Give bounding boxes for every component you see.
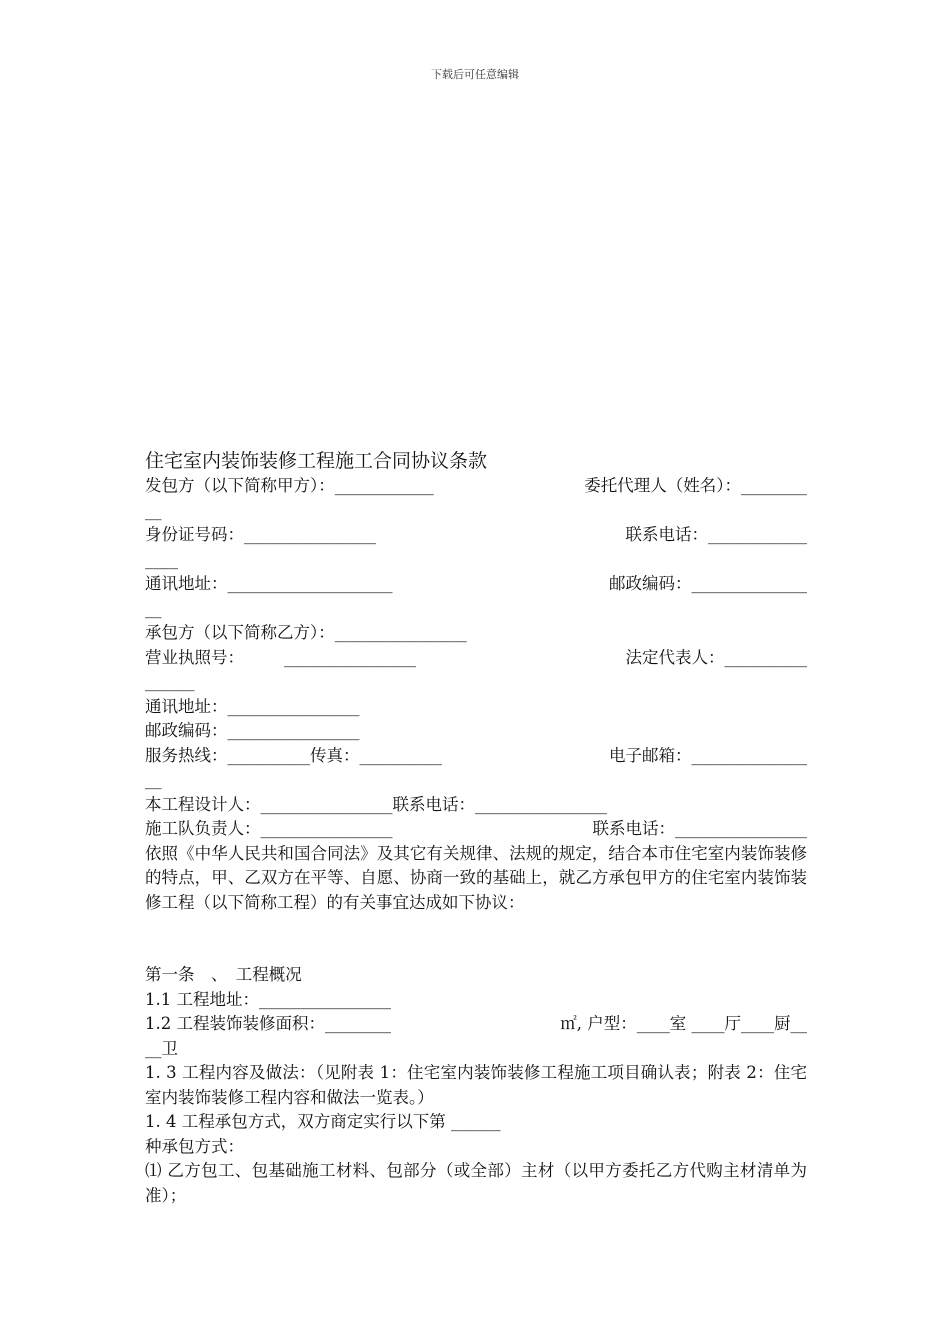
id-number-field[interactable]: 身份证号码：________________ (145, 525, 376, 544)
party-b-row-2 (145, 646, 807, 671)
intro-paragraph: 依照《中华人民共和国合同法》及其它有关规律、法规的规定，结合本市住宅室内装饰装修的特点，甲、乙双方在平等、自愿、协商一致的基础上，就乙方承包甲方的住宅室内装饰装修工程（以下简称工程）的有关事宜达成如下协议： (145, 843, 807, 912)
layout-field[interactable]: ㎡, 户型：____室 ____厅____厨__ (560, 1014, 807, 1033)
contract-mode-cont: 种承包方式： (145, 1136, 244, 1156)
party-a-row-1-cont: __ (145, 500, 162, 520)
party-a-name-field[interactable]: 发包方（以下简称甲方）：____________ (145, 476, 434, 495)
party-b-address-field[interactable]: 通讯地址：________________ (145, 696, 360, 716)
section-spacer (145, 915, 807, 963)
team-leader-field[interactable]: 施工队负责人：________________ (145, 819, 393, 838)
option-1-paragraph: ⑴ 乙方包工、包基础施工材料、包部分（或全部）主材（以甲方委托乙方代购主材清单为准）； (145, 1161, 807, 1205)
party-a-address-field[interactable]: 通讯地址：____________________ (145, 574, 393, 593)
business-license-label: 营业执照号： (145, 647, 244, 667)
article-1-heading: 第一条 、 工程概况 (145, 965, 302, 984)
contract-body (145, 448, 807, 1208)
party-b-name-field[interactable]: 承包方（以下简称乙方）：________________ (145, 623, 467, 642)
party-a-row-1 (145, 474, 807, 499)
party-a-row-3-cont: __ (145, 598, 162, 618)
project-address-field[interactable]: 1.1 工程地址：________________ (145, 989, 391, 1009)
header-note: 下载后可任意编辑 (431, 68, 519, 81)
party-a-phone-field[interactable]: 联系电话：____________ (625, 525, 807, 544)
contract-mode-field[interactable]: 1. 4 工程承包方式，双方商定实行以下第 ______ (145, 1112, 501, 1131)
document-title: 住宅室内装饰装修工程施工合同协议条款 (145, 450, 488, 472)
team-leader-row (145, 817, 807, 842)
team-leader-phone-field[interactable]: 联系电话：________________ (592, 819, 807, 838)
party-b-postcode-field[interactable]: 邮政编码：________________ (145, 721, 360, 740)
business-license-field[interactable]: ________________ (284, 647, 416, 667)
area-field[interactable]: 1.2 工程装饰装修面积：________ (145, 1014, 391, 1033)
party-a-row-2-cont: ____ (145, 549, 178, 569)
party-a-postcode-field[interactable]: 邮政编码：______________ (609, 574, 807, 593)
work-content-paragraph: 1. 3 工程内容及做法：（见附表 1：住宅室内装饰装修工程施工项目确认表；附表 2：住宅室内装饰装修工程内容和做法一览表。） (145, 1063, 807, 1107)
party-b-row-2-cont: ______ (145, 672, 195, 691)
party-a-row-3 (145, 572, 807, 597)
party-b-row-5 (145, 744, 807, 769)
party-a-row-2 (145, 523, 807, 548)
agent-name-field[interactable]: 委托代理人（姓名）：________ (584, 476, 807, 495)
party-b-row-5-cont: __ (145, 770, 162, 789)
hotline-fax-field[interactable]: 服务热线：__________传真：__________ (145, 745, 442, 765)
area-row-cont: __卫 (145, 1038, 178, 1058)
legal-rep-field[interactable]: 法定代表人：__________ (625, 647, 807, 667)
designer-field[interactable]: 本工程设计人：________________联系电话：________________ (145, 794, 607, 814)
area-row (145, 1012, 807, 1037)
email-field[interactable]: 电子邮箱：______________ (609, 745, 807, 765)
